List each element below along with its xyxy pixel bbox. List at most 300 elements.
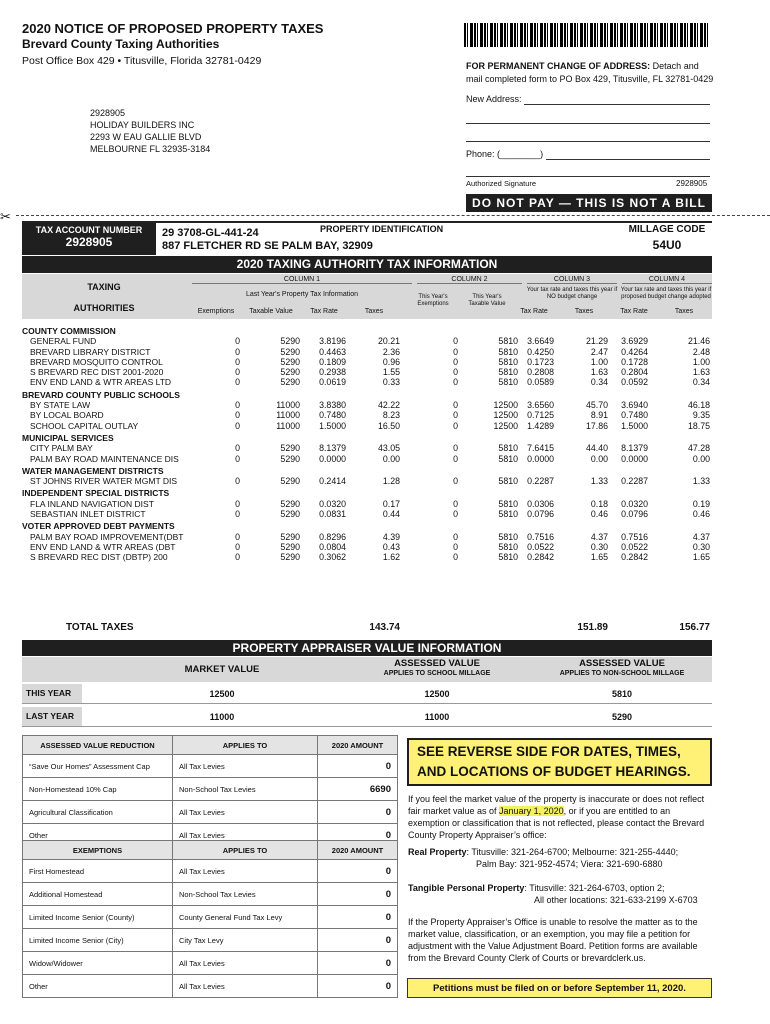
exemption-row (23, 975, 398, 998)
tax-cell: 0.0796 (621, 509, 648, 520)
taxing-header: TAXING (87, 282, 121, 292)
return-address: Post Office Box 429 • Titusville, Florida 32781-0429 (22, 55, 262, 67)
tax-cell: 0.00 (692, 453, 710, 464)
tax-row (22, 400, 712, 410)
tax-cell: 5810 (498, 377, 518, 388)
header-this-year-exemptions: This Year's Exemptions (417, 294, 449, 307)
column3-desc: Your tax rate and taxes this year if NO budget change (526, 287, 618, 300)
tax-cell: 0.2808 (527, 367, 554, 378)
signature-field[interactable] (466, 176, 710, 177)
last-year-market: 11000 (209, 712, 235, 722)
tax-cell: 0 (453, 336, 458, 347)
amount-value: 0 (318, 952, 398, 975)
tax-cell: 0.44 (382, 509, 400, 520)
tax-cell: 0 (453, 400, 458, 411)
authorities-header: AUTHORITIES (73, 303, 135, 313)
tax-cell: 1.62 (382, 552, 400, 563)
tax-cell: 0.7516 (527, 531, 554, 542)
tax-cell: 0.0320 (621, 498, 648, 509)
tax-row (22, 509, 712, 519)
property-address: 887 FLETCHER RD SE PALM BAY, 32909 (162, 240, 373, 252)
tax-row (22, 347, 712, 357)
item-label: First Homestead (23, 860, 173, 883)
tax-cell: 0 (453, 509, 458, 520)
notice-subtitle: Brevard County Taxing Authorities (22, 37, 220, 51)
tax-cell: 9.35 (692, 410, 710, 421)
header-tax-rate: Tax Rate (310, 308, 338, 315)
parcel-id: 29 3708-GL-441-24 (162, 227, 259, 239)
column4-header: COLUMN 4 (622, 276, 712, 284)
assessed-school-sub: APPLIES TO SCHOOL MILLAGE (383, 670, 491, 677)
tax-authority-name: CITY PALM BAY (30, 443, 93, 454)
applies-to: All Tax Levies (173, 975, 318, 998)
applies-to: All Tax Levies (173, 755, 318, 778)
tax-cell: 4.39 (382, 531, 400, 542)
applies-to: All Tax Levies (173, 860, 318, 883)
tax-cell: 0.0804 (319, 541, 346, 552)
tax-cell: 42.22 (377, 400, 400, 411)
total-taxes-c1: 143.74 (369, 622, 400, 633)
total-taxes-label: TOTAL TAXES (66, 622, 134, 633)
tax-cell: 0 (453, 476, 458, 487)
phone-field[interactable] (546, 159, 710, 160)
tax-cell: 8.91 (590, 410, 608, 421)
reduction-row (23, 755, 398, 778)
tax-cell: 0.0000 (319, 453, 346, 464)
tax-cell: 11000 (276, 410, 300, 421)
tax-row (22, 532, 712, 542)
tax-cell: 5810 (498, 498, 518, 509)
item-label: Widow/Widower (23, 952, 173, 975)
tax-table-body (22, 326, 712, 565)
this-year-nonschool: 5810 (611, 689, 633, 699)
tax-cell: 0 (453, 367, 458, 378)
tax-cell: 5290 (280, 377, 300, 388)
tax-cell: 0.30 (692, 541, 710, 552)
signature-account-number: 2928905 (676, 179, 708, 188)
header-cell: APPLIES TO (173, 841, 318, 860)
tax-cell: 0.2842 (621, 552, 648, 563)
tax-cell: 0.0592 (621, 377, 648, 388)
tax-authority-name: BY LOCAL BOARD (30, 410, 104, 421)
tax-cell: 47.28 (687, 443, 710, 454)
header-cell: ASSESSED VALUE REDUCTION (23, 736, 173, 755)
tax-group-name: WATER MANAGEMENT DISTRICTS (22, 465, 164, 476)
tax-authority-name: PALM BAY ROAD IMPROVEMENT(DBT (30, 531, 184, 542)
tax-cell: 0 (453, 410, 458, 421)
tax-cell: 21.29 (585, 336, 608, 347)
tax-cell: 0 (453, 346, 458, 357)
tax-cell: 5810 (498, 552, 518, 563)
column1-header: COLUMN 1 (192, 276, 412, 284)
item-label: Additional Homestead (23, 883, 173, 906)
tax-cell: 0.4250 (527, 346, 554, 357)
tax-cell: 20.21 (377, 336, 400, 347)
tax-cell: 0 (453, 377, 458, 388)
tax-cell: 17.86 (585, 420, 608, 431)
tax-cell: 0.7480 (621, 410, 648, 421)
tax-cell: 0 (235, 531, 240, 542)
tax-cell: 0.2842 (527, 552, 554, 563)
item-label: Limited Income Senior (City) (23, 929, 173, 952)
item-label: Other (23, 824, 173, 847)
tax-row (22, 336, 712, 346)
tax-cell: 0.00 (382, 453, 400, 464)
tax-cell: 8.1379 (621, 443, 648, 454)
tax-authority-name: BY STATE LAW (30, 400, 91, 411)
item-label: Other (23, 975, 173, 998)
tax-cell: 2.48 (692, 346, 710, 357)
tax-cell: 0.4463 (319, 346, 346, 357)
tax-table-header (22, 274, 712, 319)
applies-to: All Tax Levies (173, 952, 318, 975)
tax-cell: 18.75 (687, 420, 710, 431)
new-address-field[interactable] (524, 104, 710, 105)
amount-value: 6690 (318, 778, 398, 801)
tax-cell: 0 (453, 531, 458, 542)
header-cell: APPLIES TO (173, 736, 318, 755)
tax-cell: 21.46 (687, 336, 710, 347)
item-label: “Save Our Homes” Assessment Cap (23, 755, 173, 778)
millage-code-label: MILLAGE CODE (628, 224, 706, 235)
tax-cell: 12500 (493, 410, 518, 421)
tax-cell: 0.0320 (319, 498, 346, 509)
tax-cell: 0.0306 (527, 498, 554, 509)
new-address-field-3[interactable] (466, 141, 710, 142)
tax-row (22, 542, 712, 552)
total-taxes-row (22, 621, 712, 635)
tax-cell: 0.4264 (621, 346, 648, 357)
column4-desc: Your tax rate and taxes this year if proposed budget change adopted (620, 287, 712, 300)
item-label: Non-Homestead 10% Cap (23, 778, 173, 801)
tax-cell: 0.34 (692, 377, 710, 388)
tax-cell: 1.4289 (527, 420, 554, 431)
tax-cell: 1.33 (692, 476, 710, 487)
exemptions-table (22, 840, 398, 998)
reduction-header (23, 736, 398, 755)
tax-authority-name: BREVARD MOSQUITO CONTROL (30, 356, 163, 367)
tax-cell: 0.1723 (527, 356, 554, 367)
header-c4-rate: Tax Rate (620, 308, 648, 315)
header-c4-taxes: Taxes (674, 308, 694, 315)
tax-cell: 0.46 (692, 509, 710, 520)
tax-cell: 0.7516 (621, 531, 648, 542)
tax-cell: 0.34 (590, 377, 608, 388)
tax-cell: 1.33 (590, 476, 608, 487)
tax-cell: 0 (235, 498, 240, 509)
item-label: Limited Income Senior (County) (23, 906, 173, 929)
header-taxable-value: Taxable Value (249, 308, 293, 315)
tax-cell: 0.0589 (527, 377, 554, 388)
market-value-header: MARKET VALUE (184, 664, 260, 675)
appraiser-banner: PROPERTY APPRAISER VALUE INFORMATION (22, 640, 712, 656)
tax-authority-name: SEBASTIAN INLET DISTRICT (30, 509, 146, 520)
tax-account-label: TAX ACCOUNT NUMBER (35, 225, 143, 235)
tax-cell: 0 (235, 400, 240, 411)
tangible-property-contacts: Tangible Personal Property: Titusville: 321-264-6703, option 2; All other locations: 321-633-2199 X-6703 (408, 883, 698, 905)
header-cell: 2020 AMOUNT (318, 736, 398, 755)
tax-cell: 4.37 (590, 531, 608, 542)
tax-cell: 0.17 (382, 498, 400, 509)
tax-authority-name: PALM BAY ROAD MAINTENANCE DIS (30, 453, 179, 464)
assessment-date: January 1, 2020 (499, 806, 564, 816)
tax-cell: 0.3062 (319, 552, 346, 563)
petition-paragraph: If the Property Appraiser’s Office is unable to resolve the matter as to the market value, classification, or an exemption, you may file a petition for adjustment with the Value Adjustment Board. Petition forms are available from the Brevard County Clerk of Courts or brevardclerk.us. (408, 917, 698, 963)
owner-account: 2928905 (90, 108, 126, 118)
tax-cell: 12500 (493, 400, 518, 411)
tax-authority-name: S BREVARD REC DIST (DBTP) 200 (30, 552, 168, 563)
tax-cell: 12500 (493, 420, 518, 431)
contact-paragraph: If you feel the market value of the property is inaccurate or does not reflect fair market value as of January 1, 2020, or if you are entitled to an exemption or classification that is not reflected, please contact the Brevard County Property Appraiser’s office: (408, 794, 705, 840)
tax-cell: 0.0522 (621, 541, 648, 552)
amount-value: 0 (318, 755, 398, 778)
exemption-row (23, 952, 398, 975)
tax-cell: 0.00 (590, 453, 608, 464)
tax-cell: 0 (235, 410, 240, 421)
tax-cell: 0.19 (692, 498, 710, 509)
total-taxes-c4: 156.77 (679, 622, 710, 633)
amount-value: 0 (318, 883, 398, 906)
tax-cell: 8.23 (382, 410, 400, 421)
tax-cell: 0.2287 (621, 476, 648, 487)
appraiser-header (22, 657, 712, 682)
exemption-row (23, 906, 398, 929)
tax-cell: 1.5000 (621, 420, 648, 431)
tax-cell: 0.46 (590, 509, 608, 520)
tax-cell: 0 (235, 377, 240, 388)
tax-cell: 5810 (498, 367, 518, 378)
exemption-row (23, 929, 398, 952)
tax-cell: 3.8380 (319, 400, 346, 411)
tax-authority-name: FLA INLAND NAVIGATION DIST (30, 498, 154, 509)
tax-authority-name: BREVARD LIBRARY DISTRICT (30, 346, 151, 357)
tax-cell: 0 (235, 367, 240, 378)
amount-value: 0 (318, 975, 398, 998)
tax-cell: 0.2804 (621, 367, 648, 378)
tax-cell: 0.1728 (621, 356, 648, 367)
tax-cell: 0.0522 (527, 541, 554, 552)
tax-cell: 5810 (498, 509, 518, 520)
tax-cell: 0.0831 (319, 509, 346, 520)
account-bar (22, 221, 712, 255)
tax-cell: 7.6415 (527, 443, 554, 454)
tax-cell: 0.33 (382, 377, 400, 388)
real-property-contacts: Real Property: Titusville: 321-264-6700; Melbourne: 321-255-4440; Palm Bay: 321-952-4574; Viera: 321-690-6880 (408, 847, 679, 869)
reduction-row (23, 801, 398, 824)
tax-cell: 0.2938 (319, 367, 346, 378)
tax-cell: 3.6940 (621, 400, 648, 411)
tax-row (22, 410, 712, 420)
tax-cell: 0 (453, 443, 458, 454)
tax-account-number: 2928905 (65, 235, 113, 249)
tax-account-box (22, 223, 156, 255)
amount-value: 0 (318, 929, 398, 952)
new-address-label: New Address: (466, 94, 522, 104)
tax-cell: 0.0000 (527, 453, 554, 464)
column3-header: COLUMN 3 (527, 276, 617, 284)
tax-cell: 1.65 (590, 552, 608, 563)
petition-deadline: Petitions must be filed on or before September 11, 2020. (407, 978, 712, 998)
tax-cell: 1.5000 (319, 420, 346, 431)
do-not-pay-banner: DO NOT PAY — THIS IS NOT A BILL (466, 194, 712, 212)
tax-cell: 0 (235, 420, 240, 431)
item-label: Agricultural Classification (23, 801, 173, 824)
this-year-row (22, 684, 712, 704)
amount-value: 0 (318, 906, 398, 929)
tax-cell: 5810 (498, 346, 518, 357)
tax-cell: 5290 (280, 509, 300, 520)
tax-cell: 0.8296 (319, 531, 346, 542)
tax-cell: 5290 (280, 356, 300, 367)
tax-cell: 5290 (280, 336, 300, 347)
tax-cell: 0.0796 (527, 509, 554, 520)
assessed-nonschool-sub: APPLIES TO NON-SCHOOL MILLAGE (559, 670, 685, 677)
column2-header: COLUMN 2 (417, 276, 522, 284)
tax-row (22, 367, 712, 377)
tax-cell: 3.6560 (527, 400, 554, 411)
tax-cell: 5810 (498, 356, 518, 367)
tax-cell: 0 (235, 443, 240, 454)
tax-cell: 3.6929 (621, 336, 648, 347)
tax-authority-name: ST JOHNS RIVER WATER MGMT DIS (30, 476, 178, 487)
tax-cell: 0.43 (382, 541, 400, 552)
tax-cell: 1.00 (692, 356, 710, 367)
tax-cell: 1.55 (382, 367, 400, 378)
property-id-label: PROPERTY IDENTIFICATION (320, 224, 444, 234)
header-taxes: Taxes (364, 308, 384, 315)
exemption-row (23, 883, 398, 906)
tax-group-name: MUNICIPAL SERVICES (22, 432, 114, 443)
tax-row (22, 476, 712, 486)
tax-cell: 0 (453, 356, 458, 367)
tax-cell: 5290 (280, 531, 300, 542)
header-this-year-taxable: This Year's Taxable Value (468, 294, 506, 307)
tax-row (22, 443, 712, 453)
tax-cell: 3.6649 (527, 336, 554, 347)
notice-title: 2020 NOTICE OF PROPOSED PROPERTY TAXES (22, 21, 324, 36)
tax-cell: 3.8196 (319, 336, 346, 347)
last-year-school: 11000 (424, 712, 450, 722)
tax-cell: 5810 (498, 541, 518, 552)
tax-group-name: BREVARD COUNTY PUBLIC SCHOOLS (22, 389, 180, 400)
owner-city: MELBOURNE FL 32935-3184 (90, 144, 211, 154)
tax-cell: 5810 (498, 531, 518, 542)
millage-code-value: 54U0 (652, 238, 682, 252)
last-year-label: LAST YEAR (22, 707, 82, 726)
tax-row (22, 421, 712, 431)
tax-cell: 5290 (280, 346, 300, 357)
tax-authority-name: S BREVARD REC DIST 2001-2020 (30, 367, 164, 378)
last-year-info-label: Last Year's Property Tax Information (245, 291, 359, 298)
tax-cell: 5810 (498, 476, 518, 487)
tax-cell: 0.30 (590, 541, 608, 552)
tax-authority-name: GENERAL FUND (30, 336, 97, 347)
new-address-field-2[interactable] (466, 123, 710, 124)
tax-cell: 45.70 (585, 400, 608, 411)
this-year-school: 12500 (424, 689, 450, 699)
tax-cell: 0 (453, 541, 458, 552)
assessment-reduction-table (22, 735, 398, 847)
budget-hearings-notice: SEE REVERSE SIDE FOR DATES, TIMES, AND LOCATIONS OF BUDGET HEARINGS. (407, 738, 712, 786)
amount-value: 0 (318, 801, 398, 824)
applies-to: County General Fund Tax Levy (173, 906, 318, 929)
tax-cell: 5290 (280, 443, 300, 454)
tax-cell: 0 (453, 498, 458, 509)
tax-cell: 5290 (280, 541, 300, 552)
tax-cell: 0.7125 (527, 410, 554, 421)
header-exemptions: Exemptions (197, 308, 235, 315)
authorized-signature-label: Authorized Signature (466, 179, 537, 188)
applies-to: Non-School Tax Levies (173, 883, 318, 906)
tax-group-name: INDEPENDENT SPECIAL DISTRICTS (22, 488, 170, 499)
owner-address-block (90, 107, 210, 155)
header-cell: EXEMPTIONS (23, 841, 173, 860)
tax-authority-name: ENV END LAND & WTR AREAS LTD (30, 377, 172, 388)
tax-row (22, 552, 712, 562)
header-c3-rate: Tax Rate (520, 308, 548, 315)
applies-to: All Tax Levies (173, 801, 318, 824)
tax-group-name: COUNTY COMMISSION (22, 326, 116, 336)
tax-cell: 1.00 (590, 356, 608, 367)
scissors-icon: ✂ (0, 209, 11, 224)
tax-cell: 4.37 (692, 531, 710, 542)
tax-cell: 0.0619 (319, 377, 346, 388)
assessed-school-header: ASSESSED VALUE (394, 658, 480, 669)
tax-cell: 2.36 (382, 346, 400, 357)
tax-info-banner: 2020 TAXING AUTHORITY TAX INFORMATION (22, 256, 712, 273)
tax-cell: 5810 (498, 443, 518, 454)
owner-name: HOLIDAY BUILDERS INC (90, 120, 195, 130)
tax-cell: 1.65 (692, 552, 710, 563)
tax-cell: 0.96 (382, 356, 400, 367)
tax-authority-name: ENV END LAND & WTR AREAS (DBT (30, 541, 176, 552)
tax-cell: 0 (453, 420, 458, 431)
tax-authority-name: SCHOOL CAPITAL OUTLAY (30, 420, 139, 431)
tax-cell: 5290 (280, 453, 300, 464)
tax-cell: 44.40 (585, 443, 608, 454)
cut-line (16, 215, 770, 216)
tax-row (22, 454, 712, 464)
tax-row (22, 357, 712, 367)
header-c3-taxes: Taxes (574, 308, 594, 315)
tax-cell: 0 (235, 476, 240, 487)
tax-cell: 0 (235, 453, 240, 464)
tax-cell: 43.05 (377, 443, 400, 454)
applies-to: City Tax Levy (173, 929, 318, 952)
last-year-row (22, 707, 712, 727)
tax-row (22, 377, 712, 387)
applies-to: Non-School Tax Levies (173, 778, 318, 801)
tax-cell: 0 (235, 509, 240, 520)
tax-cell: 0 (235, 346, 240, 357)
header-cell: 2020 AMOUNT (318, 841, 398, 860)
tax-cell: 1.28 (382, 476, 400, 487)
permanent-address-instructions: FOR PERMANENT CHANGE OF ADDRESS: Detach and mail completed form to PO Box 429, Titusville, FL 32781-0429 (466, 61, 714, 84)
total-taxes-c3: 151.89 (577, 622, 608, 633)
tax-cell: 0.1809 (319, 356, 346, 367)
exemptions-header (23, 841, 398, 860)
tax-cell: 0.7480 (319, 410, 346, 421)
tax-cell: 5290 (280, 552, 300, 563)
tax-cell: 0 (235, 541, 240, 552)
tax-cell: 11000 (276, 400, 300, 411)
tax-cell: 0 (235, 356, 240, 367)
tax-cell: 46.18 (687, 400, 710, 411)
tax-cell: 8.1379 (319, 443, 346, 454)
tax-cell: 0.2287 (527, 476, 554, 487)
tax-cell: 16.50 (377, 420, 400, 431)
tax-cell: 0 (453, 453, 458, 464)
